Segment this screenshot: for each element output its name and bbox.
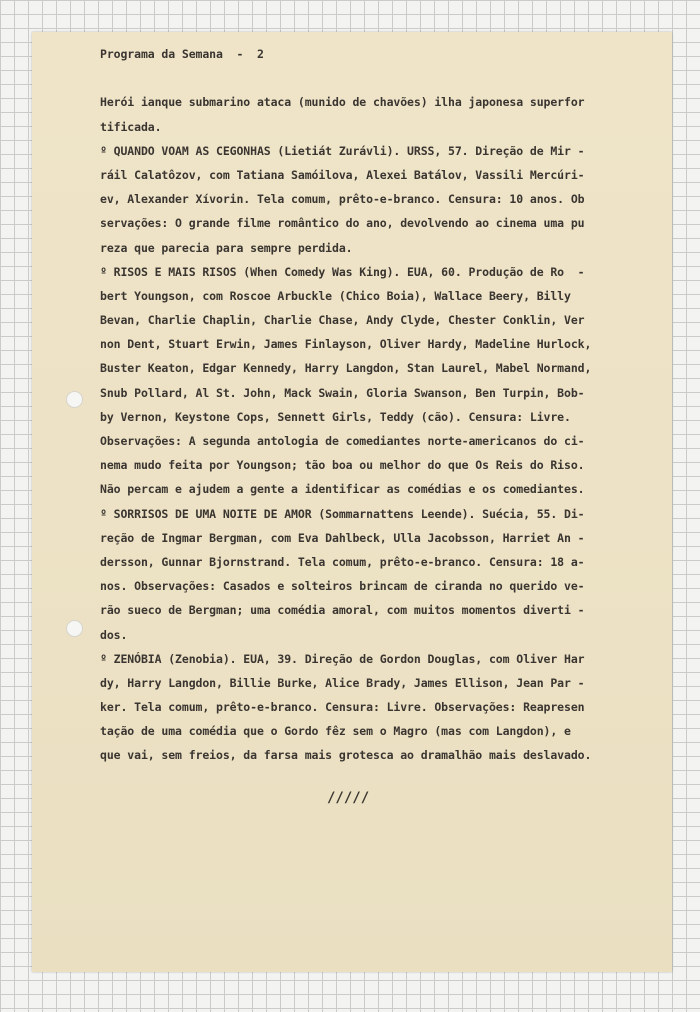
text-line: dersson, Gunnar Bjornstrand. Tela comum, prêto-e-branco. Censura: 18 a- <box>100 554 585 569</box>
text-line: ev, Alexander Xívorin. Tela comum, prêto-e-branco. Censura: 10 anos. Ob <box>100 192 585 207</box>
text-line: Snub Pollard, Al St. John, Mack Swain, Gloria Swanson, Ben Turpin, Bob- <box>100 385 585 400</box>
text-line: º RISOS E MAIS RISOS (When Comedy Was King). EUA, 60. Produção de Ro - <box>100 264 585 279</box>
text-line: dos. <box>100 627 128 642</box>
punch-hole-top <box>66 391 83 408</box>
text-line: º ZENÓBIA (Zenobia). EUA, 39. Direção de Gordon Douglas, com Oliver Har <box>100 651 585 666</box>
text-line: ráil Calatôzov, com Tatiana Samóilova, Alexei Batálov, Vassili Mercúri- <box>100 167 585 182</box>
punch-hole-bottom <box>66 620 83 637</box>
text-line: by Vernon, Keystone Cops, Sennett Girls, Teddy (cão). Censura: Livre. <box>100 409 571 424</box>
text-line: º QUANDO VOAM AS CEGONHAS (Lietiát Zurávli). URSS, 57. Direção de Mir - <box>100 143 585 158</box>
text-line: ker. Tela comum, prêto-e-branco. Censura: Livre. Observações: Reapresen <box>100 700 585 715</box>
text-line: que vai, sem freios, da farsa mais grotesca ao dramalhão mais deslavado. <box>100 748 592 763</box>
text-line: dy, Harry Langdon, Billie Burke, Alice Brady, James Ellison, Jean Par - <box>100 675 585 690</box>
text-line: rão sueco de Bergman; uma comédia amoral, com muitos momentos diverti - <box>100 603 585 618</box>
text-line: nos. Observações: Casados e solteiros brincam de ciranda no querido ve- <box>100 579 585 594</box>
text-line: Não percam e ajudem a gente a identificar as comédias e os comediantes. <box>100 482 585 497</box>
text-line: tação de uma comédia que o Gordo fêz sem o Magro (mas com Langdon), e <box>100 724 571 739</box>
typed-text <box>100 42 645 768</box>
text-line: Observações: A segunda antologia de comediantes norte-americanos do ci- <box>100 434 585 448</box>
text-line: nema mudo feita por Youngson; tão boa ou melhor do que Os Reis do Riso. <box>100 458 585 473</box>
body-lines <box>100 90 645 767</box>
text-line: Buster Keaton, Edgar Kennedy, Harry Langdon, Stan Laurel, Mabel Normand, <box>100 361 592 376</box>
text-line: servações: O grande filme romântico do ano, devolvendo ao cinema uma pu <box>100 216 585 231</box>
text-line: Bevan, Charlie Chaplin, Charlie Chase, Andy Clyde, Chester Conklin, Ver <box>100 313 585 328</box>
end-mark: ///// <box>327 790 370 806</box>
text-line: Herói ianque submarino ataca (munido de chavões) ilha japonesa superfor <box>100 95 585 110</box>
text-line: tificada. <box>100 119 162 134</box>
text-line: bert Youngson, com Roscoe Arbuckle (Chico Boia), Wallace Beery, Billy <box>100 288 571 303</box>
page-header: Programa da Semana - 2 <box>100 47 264 61</box>
text-line: reção de Ingmar Bergman, com Eva Dahlbeck, Ulla Jacobsson, Harriet An - <box>100 530 585 545</box>
text-line: non Dent, Stuart Erwin, James Finlayson, Oliver Hardy, Madeline Hurlock, <box>100 337 592 352</box>
text-line: º SORRISOS DE UMA NOITE DE AMOR (Sommarnattens Leende). Suécia, 55. Di- <box>100 506 585 521</box>
text-line: reza que parecia para sempre perdida. <box>100 240 353 255</box>
